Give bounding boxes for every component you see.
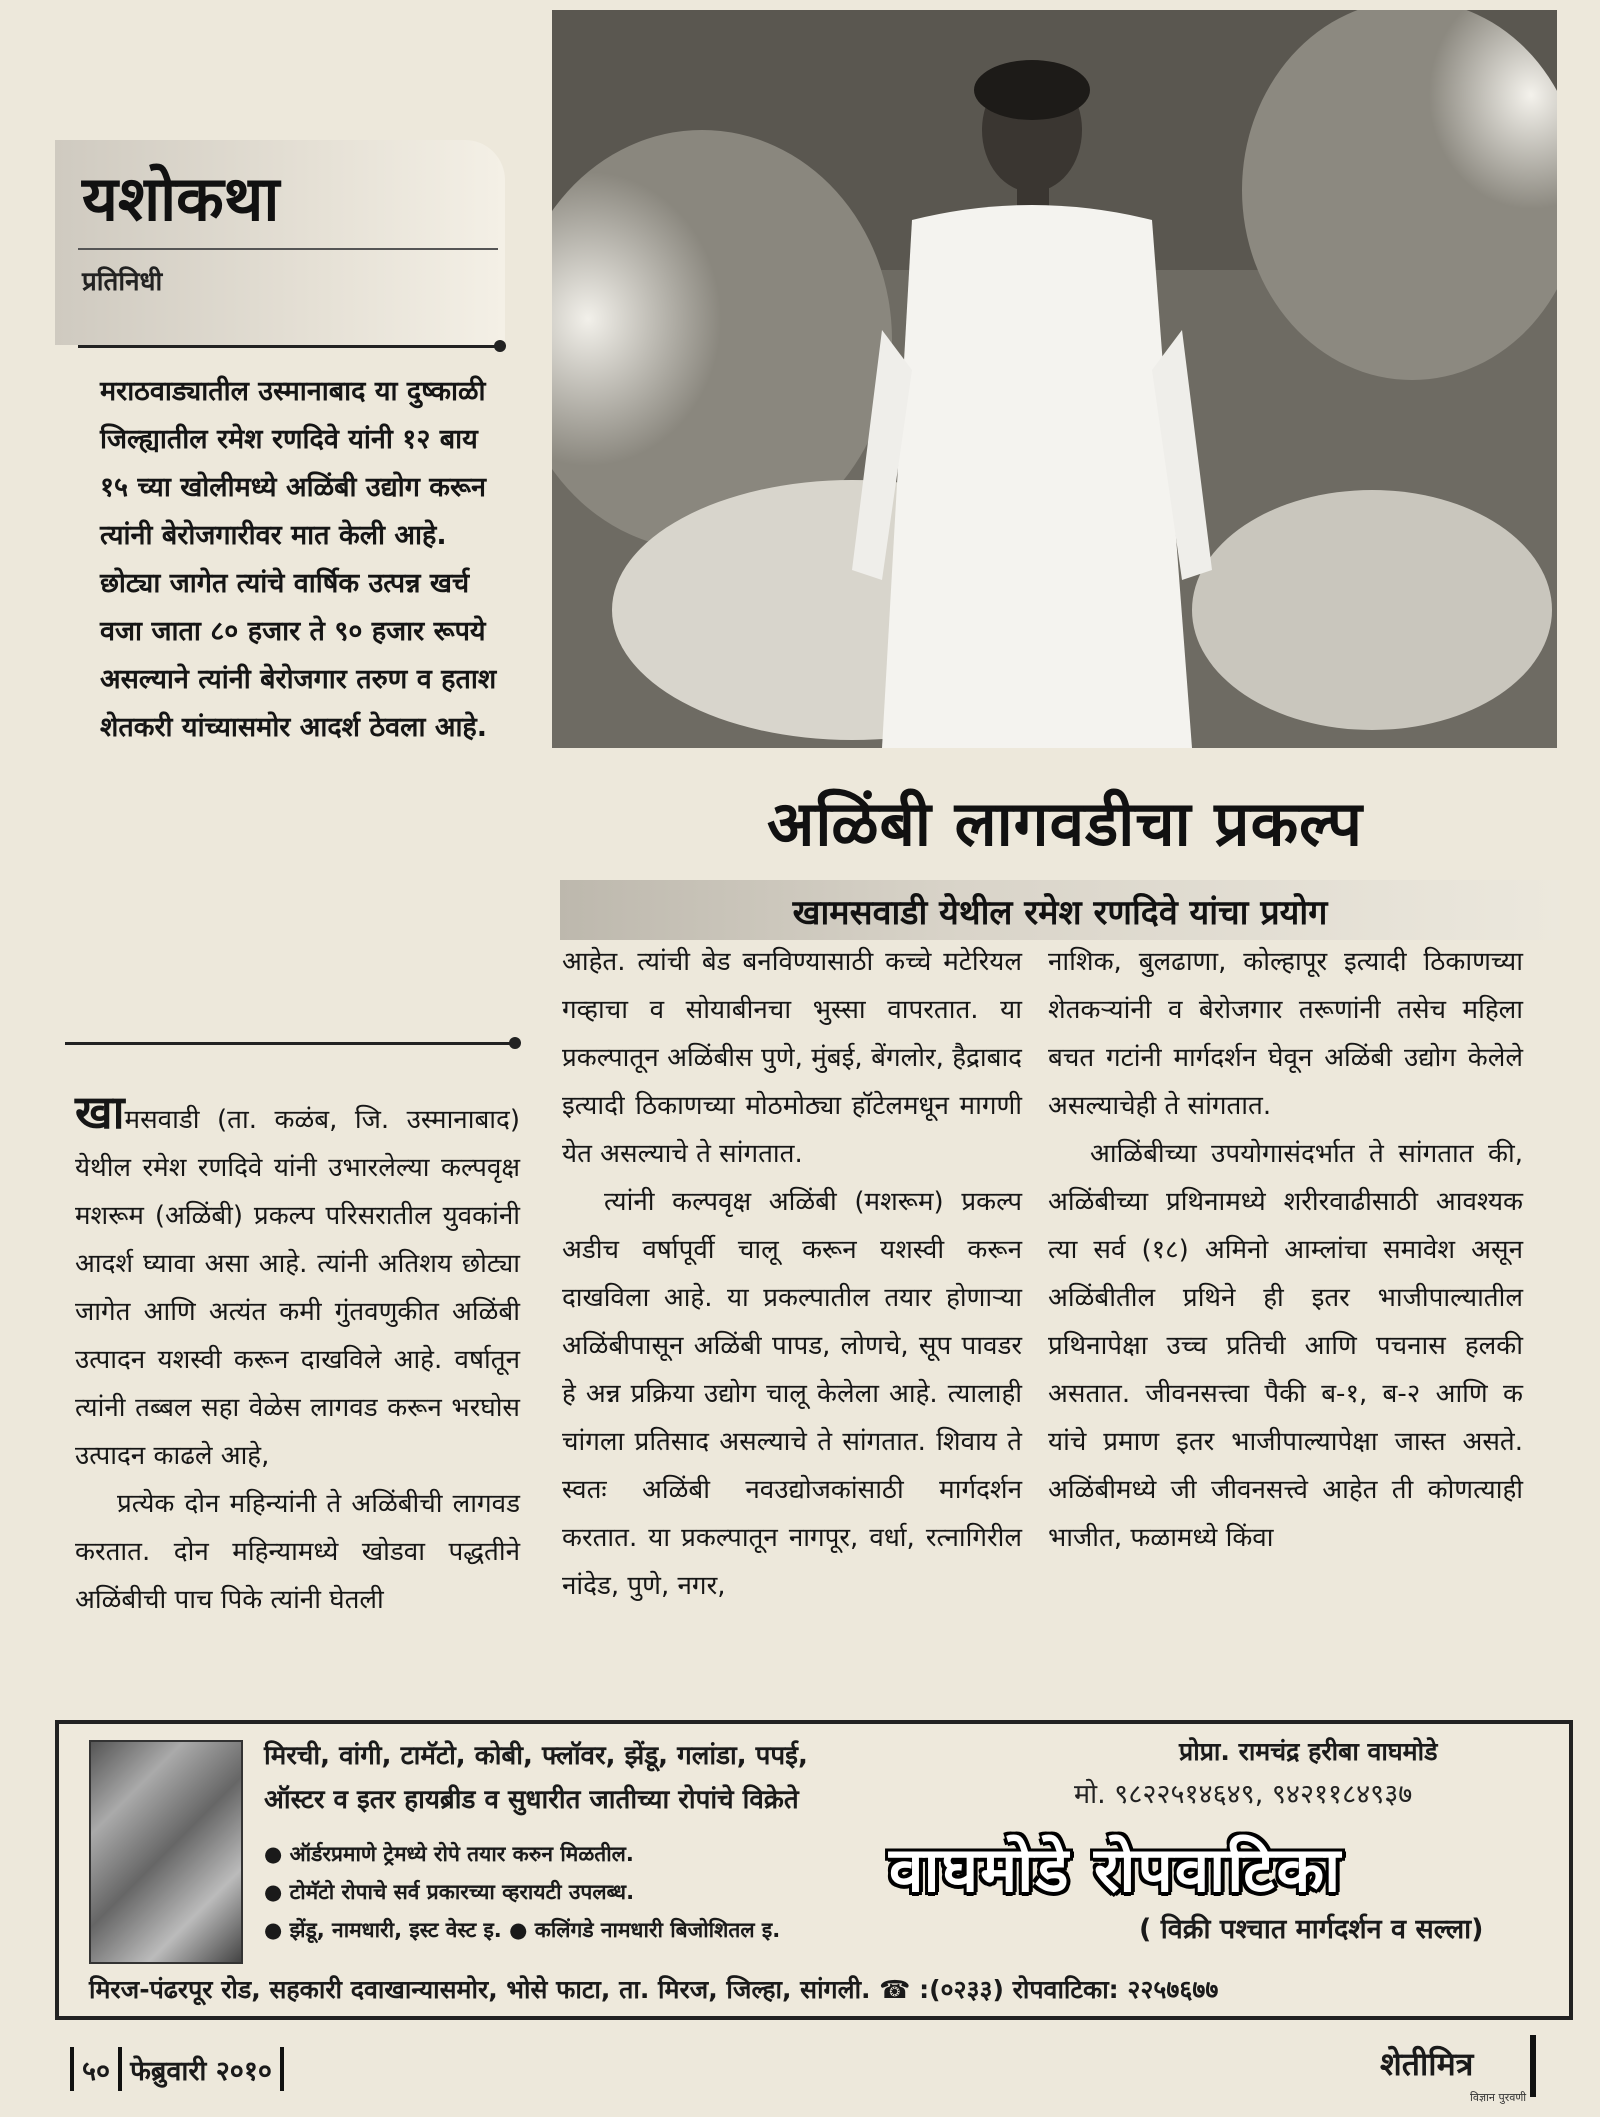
right-paragraph-2: आळिंबीच्या उपयोगासंदर्भात ते सांगतात की, अळिंबीच्या प्रथिनामध्ये शरीरवाढीसाठी आवश्यक त्या सर्व (१८) अमिनो आम्लांचा समावेश असून अळिंबीतील प्रथिने ही इतर भाजीपाल्यातील प्रथिनापेक्षा उच्च प्रतिची आणि पचनास हलकी असतात. जीवनसत्त्वा पैकी ब-१, ब-२ आणि क यांचे प्रमाण इतर भाजीपाल्यापेक्षा जास्त असते. अळिंबीमध्ये जी जीवनसत्त्वे आहेत ती कोणत्याही भाजीत, फळामध्ये किंवा: [1048, 1139, 1523, 1553]
ad-mobile-numbers: मो. ९८२२५१४६४९, ९४२११८४९३७: [1074, 1779, 1413, 1810]
divider-rule-bottom: [65, 1042, 515, 1045]
footer-folio: [62, 2047, 292, 2091]
left-paragraph-1: मसवाडी (ता. कळंब, जि. उस्मानाबाद) येथील रमेश रणदिवे यांनी उभारलेल्या कल्पवृक्ष मशरूम (अळिंबी) प्रकल्प परिसरातील युवकांनी आदर्श घ्यावा असा आहे. त्यांनी अतिशय छोट्या जागेत आणि अत्यंत कमी गुंतवणुकीत अळिंबी उत्पादन यशस्वी करून दाखविले आहे. वर्षातून त्यांनी तब्बल सहा वेळेस लागवड करून भरघोस उत्पादन काढले आहे,: [75, 1105, 520, 1471]
right-paragraph-1: नाशिक, बुलढाणा, कोल्हापूर इत्यादी ठिकाणच्या शेतकऱ्यांनी व बेरोजगार तरूणांनी तसेच महिला बचत गटांनी मार्गदर्शन घेवून अळिंबी उद्योग केलेले असल्याचेही ते सांगतात.: [1048, 947, 1523, 1121]
ad-bullet-1: ● ऑर्डरप्रमाणे ट्रेमध्ये रोपे तयार करुन मिळतील.: [264, 1842, 634, 1866]
middle-paragraph-2: त्यांनी कल्पवृक्ष अळिंबी (मशरूम) प्रकल्प अडीच वर्षापूर्वी चालू करून यशस्वी करून दाखविला आहे. या प्रकल्पातील तयार होणाऱ्या अळिंबीपासून अळिंबी पापड, लोणचे, सूप पावडर हे अन्न प्रक्रिया उद्योग चालू केलेला आहे. त्यालाही चांगला प्रतिसाद असल्याचे ते सांगतात. शिवाय ते स्वतः अळिंबी नवउद्योजकांसाठी मार्गदर्शन करतात. या प्रकल्पातून नागपूर, वर्धा, रत्नागिरील नांदेड, पुणे, नगर,: [562, 1187, 1022, 1601]
ad-proprietor: प्रोप्रा. रामचंद्र हरीबा वाघमोडे: [1179, 1737, 1438, 1766]
section-title: यशोकथा: [82, 162, 280, 235]
ad-products-line: मिरची, वांगी, टामॅटो, कोबी, फ्लॉवर, झेंडू, गलांडा, पपई,: [264, 1741, 808, 1771]
issue-date: फेब्रुवारी २०१०: [130, 2055, 272, 2087]
reporter-byline: प्रतिनिधी: [82, 267, 163, 297]
article-column-right: [1048, 938, 1523, 1562]
folio-bar: [118, 2047, 122, 2091]
magazine-name: शेतीमित्र: [1380, 2045, 1474, 2083]
ad-address: मिरज-पंढरपूर रोड, सहकारी दवाखान्यासमोर, भोसे फाटा, ता. मिरज, जिल्हा, सांगली. ☎ :(०२३३) रोपवाटिका: २२५७६७७: [55, 1966, 1573, 2020]
middle-paragraph-1: आहेत. त्यांची बेड बनविण्यासाठी कच्चे मटेरियल गव्हाचा व सोयाबीनचा भुस्सा वापरतात. या प्रकल्पातून अळिंबीस पुणे, मुंबई, बेंगलोर, हैद्राबाद इत्यादी ठिकाणच्या मोठमोठ्या हॉटेलमधून मागणी येत असल्याचे ते सांगतात.: [562, 947, 1022, 1169]
dropcap: खा: [75, 1085, 125, 1139]
nursery-advertisement: [55, 1720, 1573, 1973]
magazine-bar: [1530, 2035, 1536, 2097]
ad-seller-line: ऑस्टर व इतर हायब्रीड व सुधारीत जातीच्या रोपांचे विक्रेते: [264, 1785, 799, 1815]
intro-summary: मराठवाड्यातील उस्मानाबाद या दुष्काळी जिल्ह्यातील रमेश रणदिवे यांनी १२ बाय १५ च्या खोलीमध्ये अळिंबी उद्योग करून त्यांनी बेरोजगारीवर मात केली आहे. छोट्या जागेत त्यांचे वार्षिक उत्पन्न खर्च वजा जाता ८० हजार ते ९० हजार रूपये असल्याने त्यांनी बेरोजगार तरुण व हताश शेतकरी यांच्यासमोर आदर्श ठेवला आहे.: [100, 376, 497, 743]
farmer-photo: [552, 10, 1557, 748]
article-column-left: [75, 1085, 520, 1624]
folio-bar: [280, 2047, 284, 2091]
article-headline: अळिंबी लागवडीचा प्रकल्प: [766, 787, 1363, 860]
ad-nursery-name: वाघमोडे रोपवाटिका: [889, 1833, 1343, 1906]
ad-bullet-2: ● टोमॅटो रोपाचे सर्व प्रकारच्या व्हरायटी उपलब्ध.: [264, 1880, 635, 1904]
article-subhead: खामसवाडी येथील रमेश रणदिवे यांचा प्रयोग: [792, 893, 1328, 933]
page-number: ५०: [82, 2055, 111, 2087]
ad-tagline: ( विक्री पश्चात मार्गदर्शन व सल्ला): [1139, 1914, 1484, 1945]
folio-bar: [70, 2047, 74, 2091]
section-title-underline: [78, 248, 498, 250]
magazine-subtitle: विज्ञान पुरवणी: [1470, 2091, 1527, 2104]
article-column-middle: [562, 938, 1022, 1610]
seedlings-image: [89, 1740, 243, 1964]
divider-rule-top: [78, 345, 500, 348]
left-paragraph-2: प्रत्येक दोन महिन्यांनी ते अळिंबीची लागवड करतात. दोन महिन्यामध्ये खोडवा पद्धतीने अळिंबीची पाच पिके त्यांनी घेतली: [75, 1489, 520, 1615]
ad-bullet-3: ● झेंडू, नामधारी, इस्ट वेस्ट इ. ● कलिंगडे नामधारी बिजोशितल इ.: [264, 1918, 781, 1942]
